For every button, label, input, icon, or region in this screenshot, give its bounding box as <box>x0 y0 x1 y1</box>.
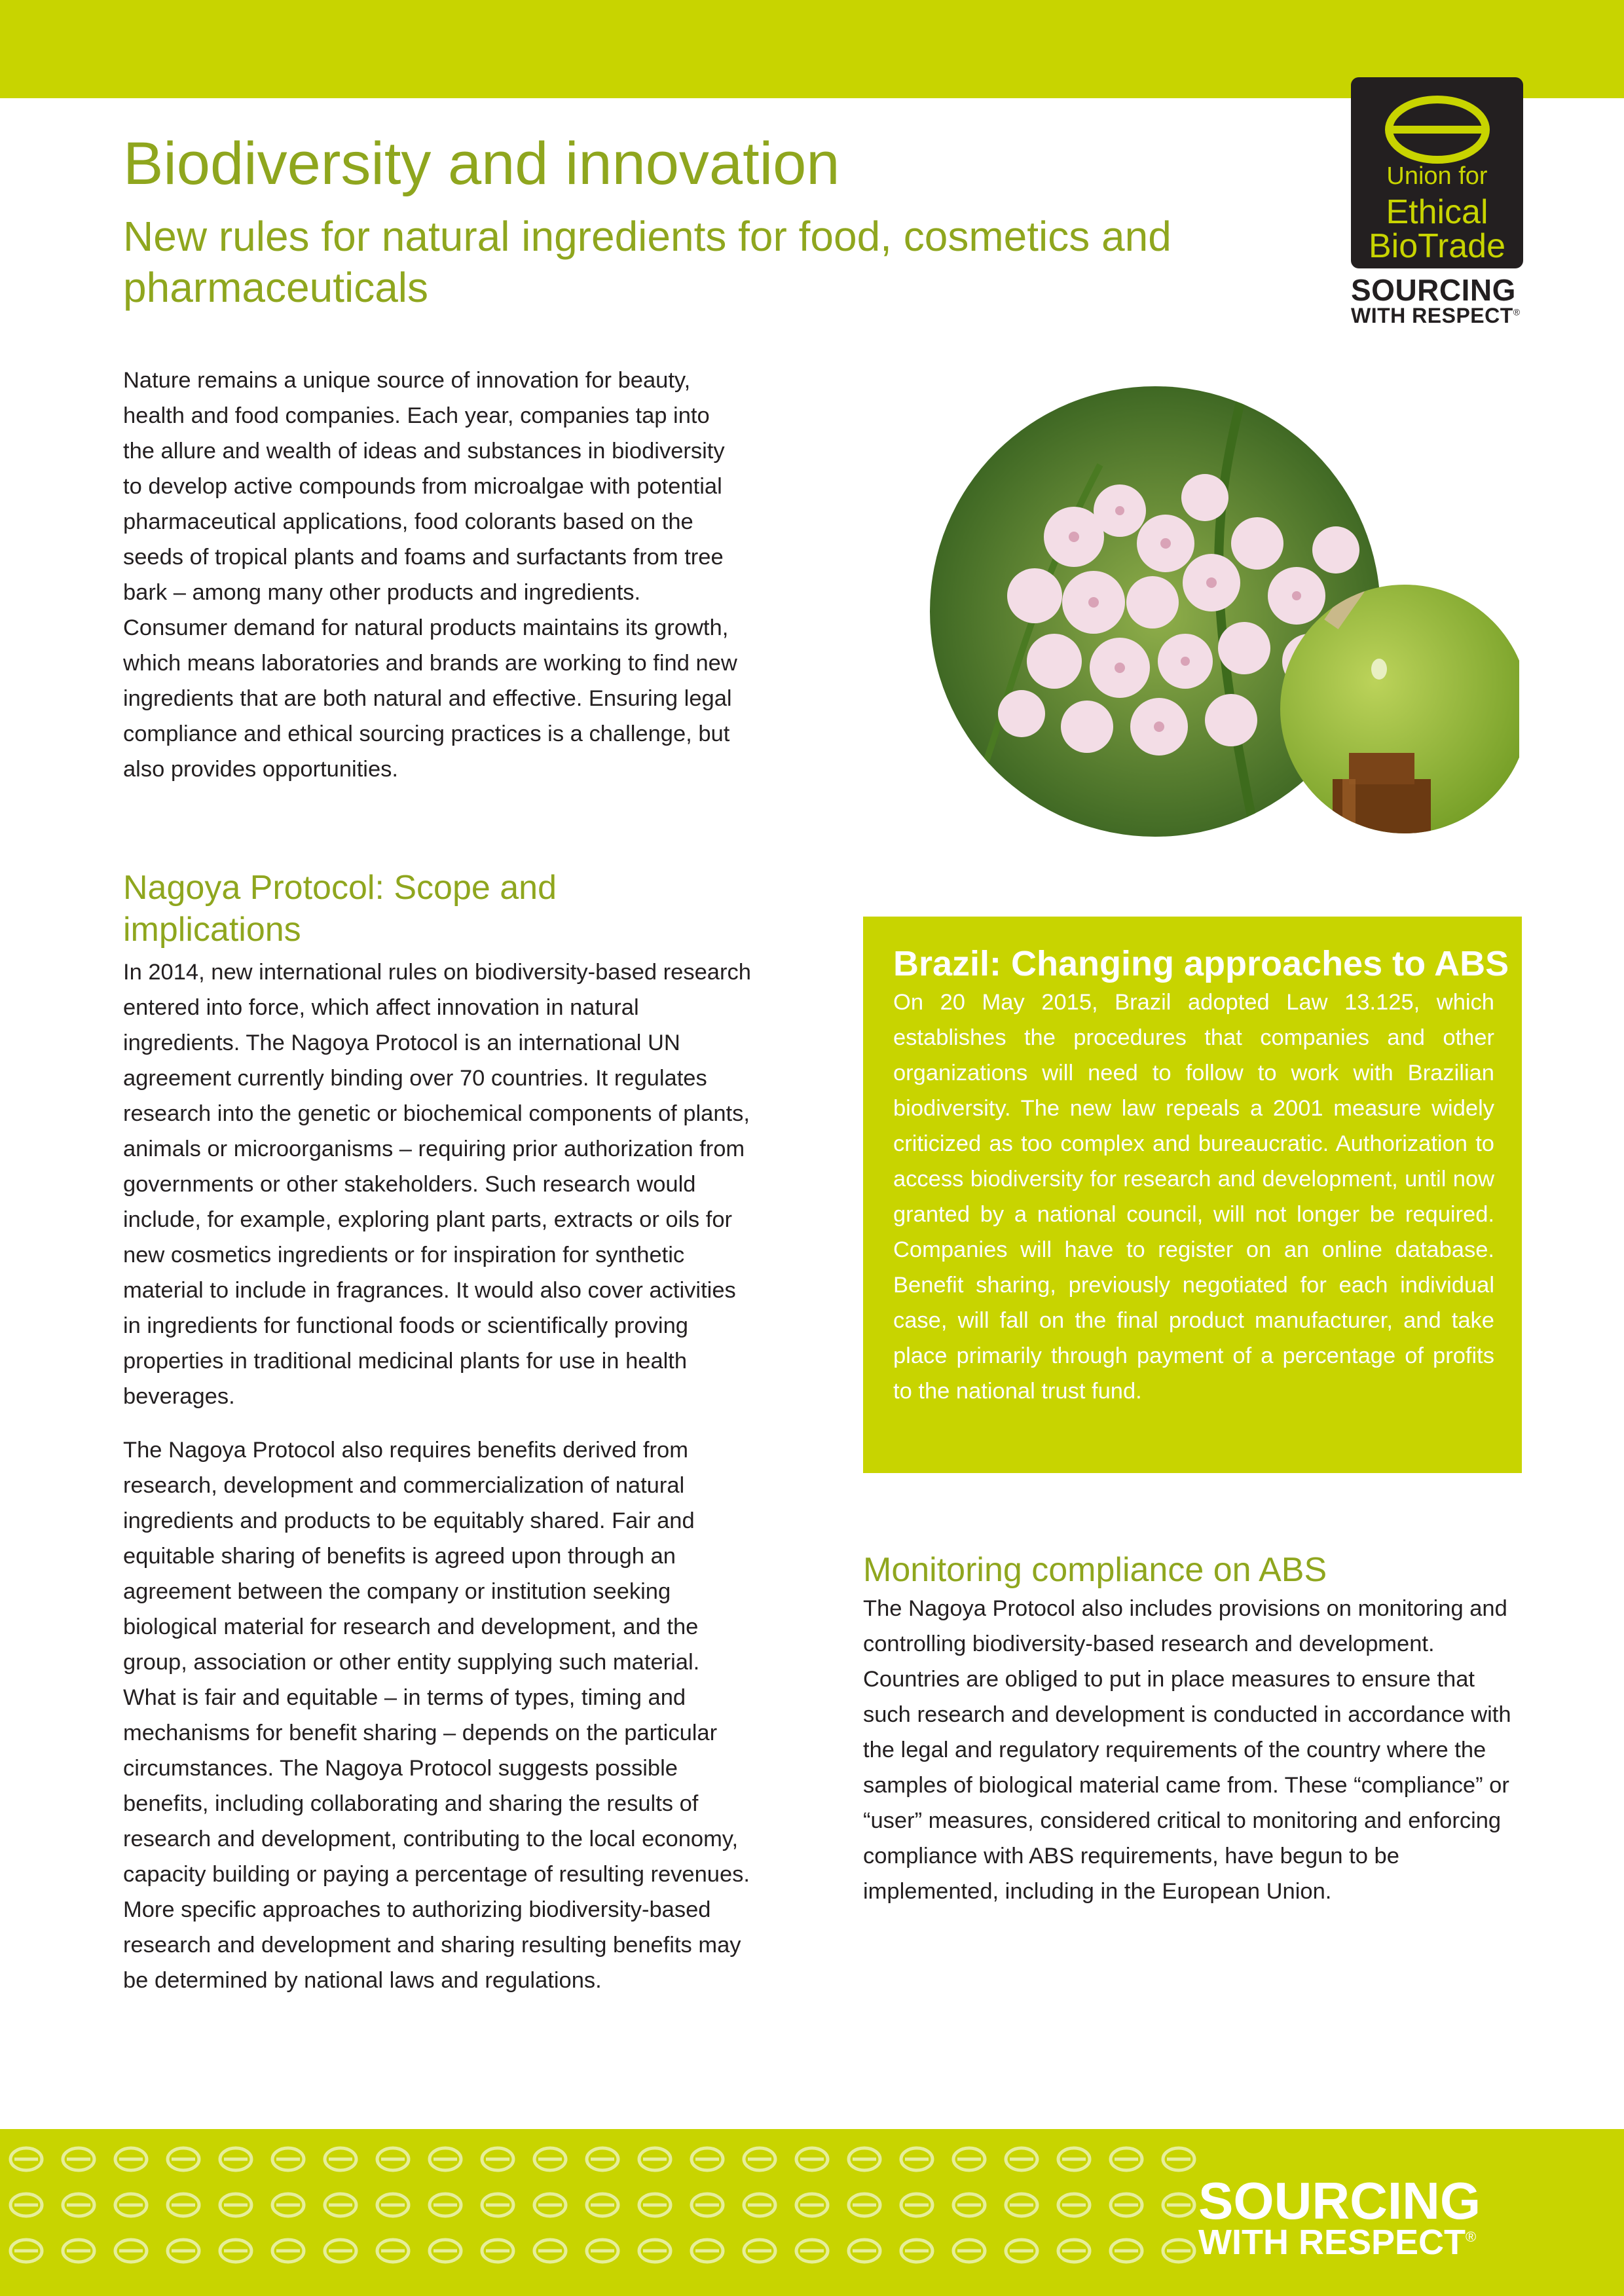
pattern-mark <box>272 2194 304 2216</box>
pattern-mark <box>325 2240 356 2262</box>
pattern-mark <box>115 2240 147 2262</box>
pattern-mark <box>325 2194 356 2216</box>
brazil-heading: Brazil: Changing approaches to ABS <box>893 944 1509 983</box>
pattern-mark <box>1111 2240 1142 2262</box>
pattern-mark <box>63 2240 94 2262</box>
pattern-mark <box>587 2240 618 2262</box>
registered-mark: ® <box>1513 306 1521 318</box>
pattern-mark <box>10 2240 42 2262</box>
pattern-mark <box>953 2148 985 2170</box>
nagoya-heading: Nagoya Protocol: Scope and implications <box>123 869 557 949</box>
pattern-mark <box>63 2194 94 2216</box>
pattern-mark <box>10 2194 42 2216</box>
pattern-mark <box>534 2148 566 2170</box>
pattern-mark <box>639 2148 671 2170</box>
pattern-mark <box>1006 2148 1037 2170</box>
pattern-mark <box>430 2240 461 2262</box>
pattern-mark <box>796 2194 828 2216</box>
footer-tagline-sourcing: SOURCING <box>1198 2172 1481 2230</box>
pattern-mark <box>587 2194 618 2216</box>
pattern-mark <box>744 2240 775 2262</box>
pattern-mark <box>430 2148 461 2170</box>
pattern-mark <box>377 2240 409 2262</box>
pattern-mark <box>796 2240 828 2262</box>
pattern-mark <box>639 2194 671 2216</box>
monitoring-heading: Monitoring compliance on ABS <box>863 1551 1327 1589</box>
pattern-mark <box>168 2148 199 2170</box>
pattern-mark <box>744 2194 775 2216</box>
logo-text-biotrade: BioTrade <box>1368 227 1506 265</box>
pattern-mark <box>1058 2148 1090 2170</box>
pattern-mark <box>1006 2194 1037 2216</box>
pattern-mark <box>63 2148 94 2170</box>
pattern-mark <box>220 2240 251 2262</box>
footer-registered-mark: ® <box>1466 2229 1477 2245</box>
pattern-mark <box>377 2194 409 2216</box>
ethical-biotrade-logo-icon <box>1385 96 1490 164</box>
brazil-info-box <box>863 917 1522 1473</box>
monitoring-text: The Nagoya Protocol also includes provisions on monitoring and controlling biodiversity-based research and development. Countries are obliged to put in place measures to ensure that such research and development is conducted in accordance with the legal and regulatory requirements of the country where the samples of biological material came from. These “compliance” or “user” measures, considered critical to monitoring and enforcing compliance with ABS requirements, have begun to be implemented, including in the European Union. <box>863 1596 1511 1904</box>
ethical-biotrade-logo <box>1351 77 1523 268</box>
pattern-mark <box>272 2148 304 2170</box>
pattern-mark <box>692 2194 723 2216</box>
pattern-mark <box>430 2194 461 2216</box>
nagoya-paragraph-1: In 2014, new international rules on biodiversity-based research entered into force, which affect innovation in natural ingredients. The Nagoya Protocol is an international UN agreement currently binding over 70 countries. It regulates research into the genetic or biochemical components of plants, animals or microorganisms – requiring prior authorization from governments or other stakeholders. Such research would include, for example, exploring plant parts, extracts or oils for new cosmetics ingredients or for inspiration for synthetic material to include in fragrances. It would also cover activities in ingredients for functional foods or scientifically proving properties in traditional medicinal plants for use in health beverages. <box>123 960 751 1409</box>
brazil-text: On 20 May 2015, Brazil adopted Law 13.125, which establishes the procedures that companies and other organizations will need to follow to work with Brazilian biodiversity. The new law repeals a 2001 measure widely criticized as too complex and bureaucratic. Authorization to access biodiversity for research and development, until now granted by a national council, will not longer be required. Companies will have to register on an online database. Benefit sharing, previously negotiated for each individual case, will fall on the final product manufacturer, and take place primarily through payment of a percentage of profits to the national trust fund. <box>893 990 1494 1404</box>
pattern-mark <box>272 2240 304 2262</box>
pattern-mark <box>1163 2240 1194 2262</box>
pattern-mark <box>325 2148 356 2170</box>
page-subtitle: New rules for natural ingredients for food, cosmetics and pharmaceuticals <box>123 213 1172 312</box>
pattern-mark <box>1111 2148 1142 2170</box>
nagoya-paragraph-2: The Nagoya Protocol also requires benefits derived from research, development and commercialization of natural ingredients and products to be equitably shared. Fair and equitable sharing of benefits is agreed upon through an agreement between the company or institution seeking biological material for research and development, and the group, association or other entity supplying such material. What is fair and equitable – in terms of types, timing and mechanisms for benefit sharing – depends on the particular circumstances. The Nagoya Protocol suggests possible benefits, including collaborating and sharing the results of research and development, contributing to the local economy, capacity building or paying a percentage of resulting revenues. More specific approaches to authorizing biodiversity-based research and development and sharing resulting benefits may be determined by national laws and regulations. <box>123 1438 750 1993</box>
pattern-mark <box>534 2240 566 2262</box>
pattern-mark <box>587 2148 618 2170</box>
logo-text-union-for: Union for <box>1386 162 1488 190</box>
footer-band <box>0 2129 1624 2296</box>
pattern-mark <box>953 2240 985 2262</box>
pattern-mark <box>692 2240 723 2262</box>
pattern-mark <box>953 2194 985 2216</box>
pattern-mark <box>534 2194 566 2216</box>
pattern-mark <box>115 2194 147 2216</box>
pattern-mark <box>115 2148 147 2170</box>
pattern-mark <box>377 2148 409 2170</box>
pattern-mark <box>10 2148 42 2170</box>
footer-tagline-with-respect: WITH RESPECT <box>1198 2223 1466 2262</box>
tagline-sourcing: SOURCING <box>1351 273 1516 307</box>
page-title: Biodiversity and innovation <box>123 130 840 197</box>
pattern-mark <box>1006 2240 1037 2262</box>
pattern-mark <box>220 2148 251 2170</box>
pattern-mark <box>482 2148 513 2170</box>
pattern-mark <box>849 2240 880 2262</box>
pattern-mark <box>1163 2148 1194 2170</box>
pattern-mark <box>1058 2194 1090 2216</box>
flower-and-dropper-photos <box>930 386 1519 845</box>
pattern-mark <box>692 2148 723 2170</box>
pattern-mark <box>796 2148 828 2170</box>
pattern-mark <box>849 2194 880 2216</box>
pattern-mark <box>482 2194 513 2216</box>
pattern-mark <box>849 2148 880 2170</box>
pattern-mark <box>1058 2240 1090 2262</box>
tagline-with-respect: WITH RESPECT <box>1351 304 1513 327</box>
pattern-mark <box>744 2148 775 2170</box>
pattern-mark <box>168 2194 199 2216</box>
pattern-mark <box>482 2240 513 2262</box>
pattern-mark <box>220 2194 251 2216</box>
pattern-mark <box>1111 2194 1142 2216</box>
pattern-mark <box>1163 2194 1194 2216</box>
pattern-mark <box>901 2148 932 2170</box>
pattern-mark <box>901 2240 932 2262</box>
sourcing-with-respect-tagline-footer <box>1198 2172 1481 2262</box>
sourcing-with-respect-tagline-top <box>1351 275 1547 326</box>
pattern-mark <box>901 2194 932 2216</box>
pattern-mark <box>168 2240 199 2262</box>
logo-text-ethical: Ethical <box>1386 193 1488 231</box>
pattern-mark <box>639 2240 671 2262</box>
intro-paragraph: Nature remains a unique source of innovation for beauty, health and food companies. Each year, companies tap into the allure and wealth of ideas and substances in biodiversity to develop active compounds from microalgae with potential pharmaceutical applications, food colorants based on the seeds of tropical plants and foams and surfactants from tree bark – among many other products and ingredients. Consumer demand for natural products maintains its growth, which means laboratories and brands are working to find new ingredients that are both natural and effective. Ensuring legal compliance and ethical sourcing practices is a challenge, but also provides opportunities. <box>123 368 737 782</box>
